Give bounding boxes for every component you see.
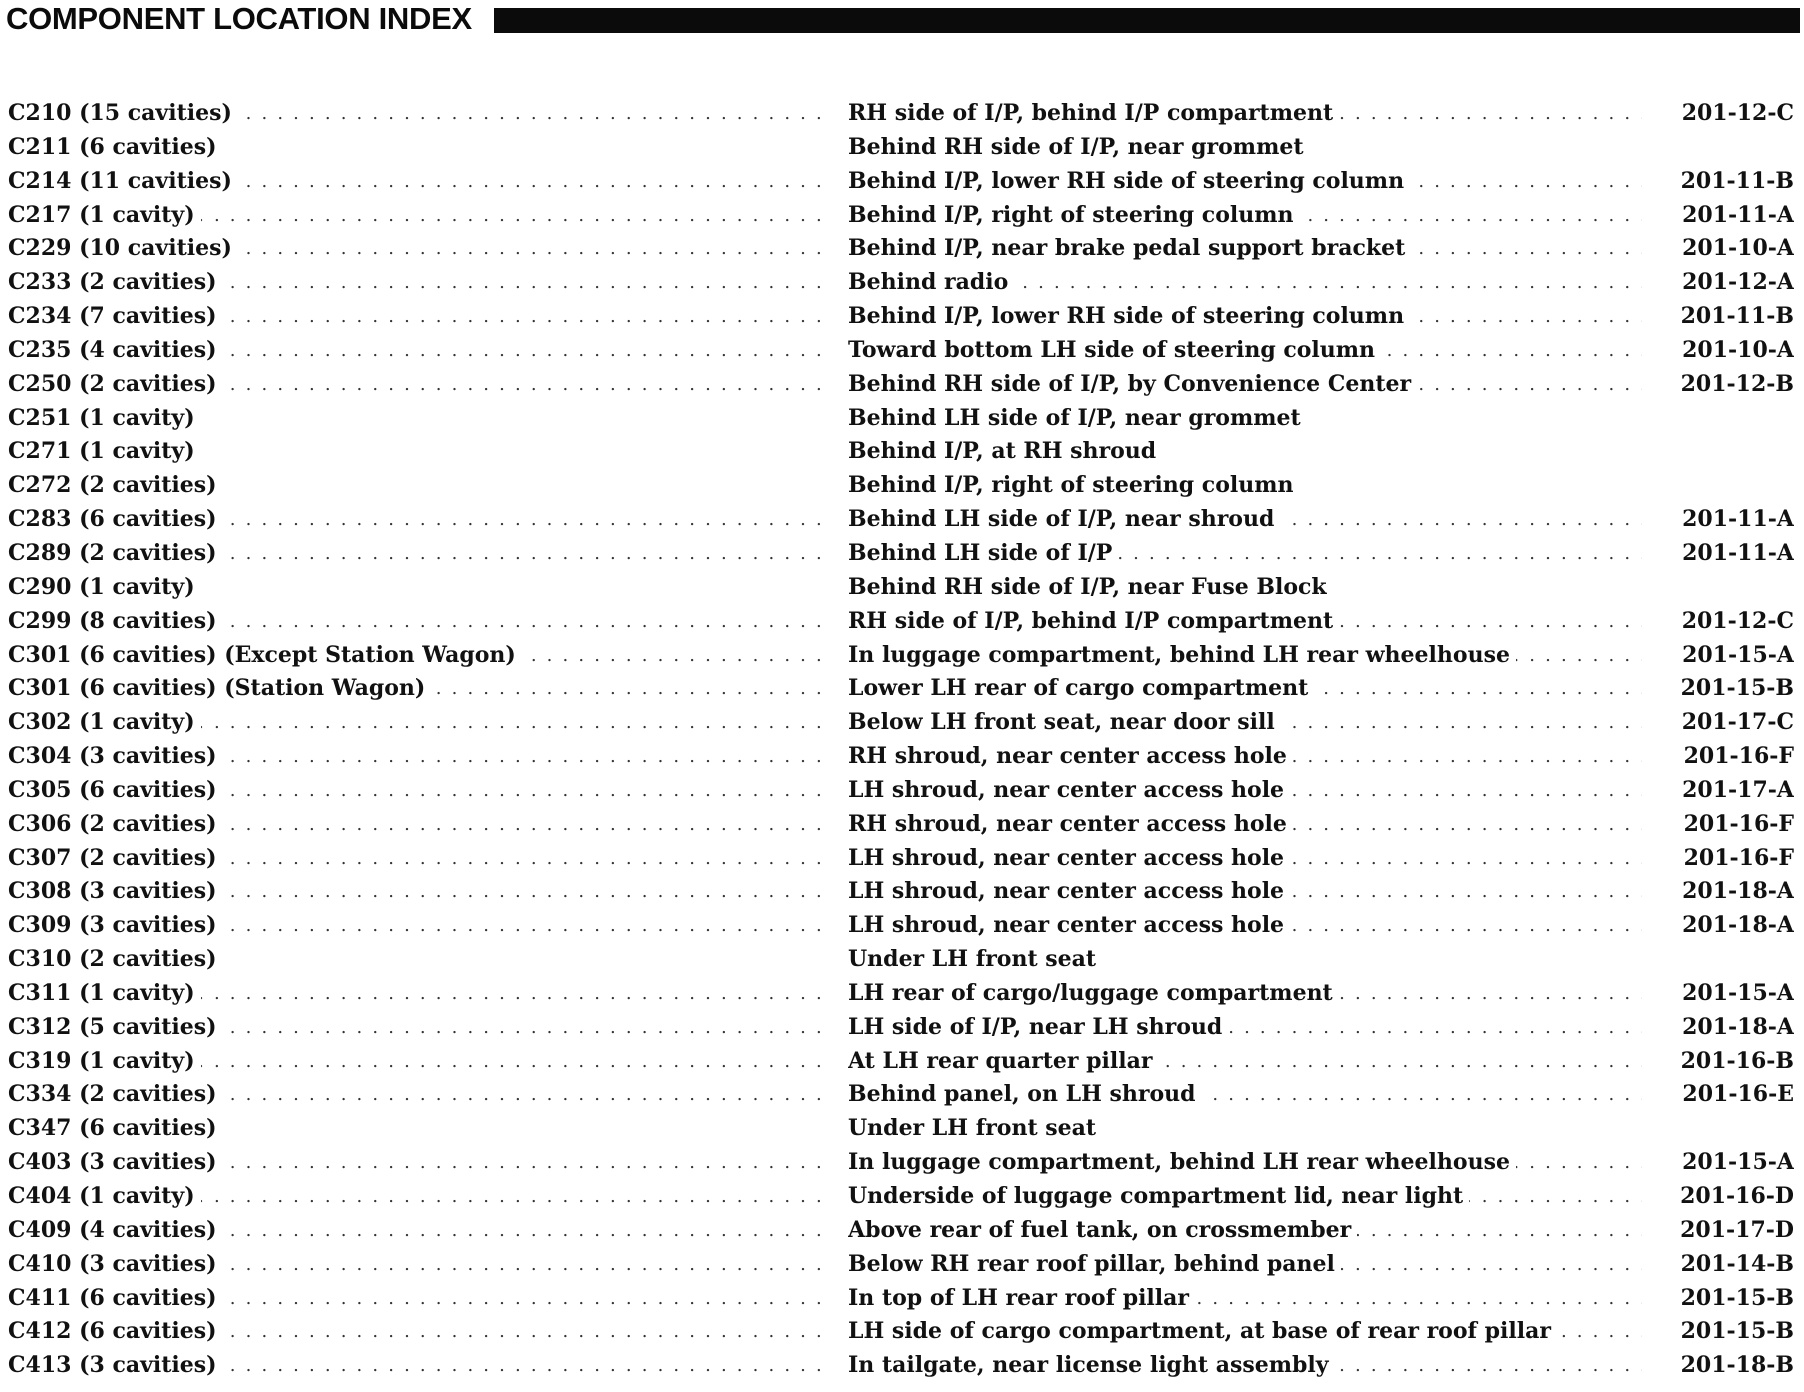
connector-label: C233 (2 cavities) <box>8 269 223 295</box>
location-label: Below RH rear roof pillar, behind panel <box>848 1251 1341 1277</box>
connector-cell <box>8 1112 828 1146</box>
table-row <box>8 503 1794 537</box>
page-reference: 201-15-B <box>1680 1284 1794 1311</box>
connector-label: C310 (2 cavities) <box>8 946 223 972</box>
location-cell <box>848 1248 1648 1282</box>
page-reference <box>1670 1112 1794 1146</box>
location-cell <box>848 740 1648 774</box>
page-reference: 201-11-A <box>1682 506 1794 533</box>
connector-label: C283 (6 cavities) <box>8 506 223 532</box>
page-reference: 201-15-A <box>1682 979 1794 1006</box>
table-row <box>8 943 1794 977</box>
connector-label: C312 (5 cavities) <box>8 1014 223 1040</box>
table-row <box>8 1282 1794 1316</box>
connector-label: C304 (3 cavities) <box>8 743 223 769</box>
location-cell <box>848 1214 1648 1248</box>
location-label: RH side of I/P, behind I/P compartment <box>848 608 1339 634</box>
table-row <box>8 672 1794 706</box>
location-label: RH shroud, near center access hole <box>848 743 1293 769</box>
connector-cell <box>8 1011 828 1045</box>
connector-label: C229 (10 cavities) <box>8 235 238 261</box>
location-cell <box>848 1315 1648 1349</box>
location-label: Behind I/P, right of steering column <box>848 472 1300 498</box>
connector-label: C308 (3 cavities) <box>8 878 223 904</box>
connector-label: C234 (7 cavities) <box>8 303 223 329</box>
connector-cell <box>8 639 828 673</box>
connector-label: C404 (1 cavity) <box>8 1183 201 1209</box>
page-reference: 201-16-F <box>1683 743 1794 770</box>
table-row <box>8 639 1794 673</box>
location-cell <box>848 875 1648 909</box>
connector-label: C302 (1 cavity) <box>8 709 201 735</box>
location-cell <box>848 1282 1648 1316</box>
connector-cell <box>8 571 828 605</box>
table-row <box>8 1248 1794 1282</box>
connector-label: C210 (15 cavities) <box>8 100 238 126</box>
location-cell <box>848 232 1648 266</box>
location-label: LH shroud, near center access hole <box>848 878 1290 904</box>
location-cell <box>848 266 1648 300</box>
connector-label: C413 (3 cavities) <box>8 1352 223 1378</box>
connector-label: C409 (4 cavities) <box>8 1217 223 1243</box>
page-reference <box>1670 435 1794 469</box>
page-reference <box>1670 469 1794 503</box>
location-label: Behind panel, on LH shroud <box>848 1081 1202 1107</box>
location-cell <box>848 97 1648 131</box>
location-cell <box>848 672 1648 706</box>
location-label: Behind RH side of I/P, by Convenience Center <box>848 371 1417 397</box>
connector-cell <box>8 605 828 639</box>
location-label: Underside of luggage compartment lid, near light <box>848 1183 1469 1209</box>
location-label: LH side of I/P, near LH shroud <box>848 1014 1228 1040</box>
location-cell <box>848 537 1648 571</box>
location-label: In top of LH rear roof pillar <box>848 1285 1195 1311</box>
connector-label: C319 (1 cavity) <box>8 1048 201 1074</box>
connector-cell <box>8 1146 828 1180</box>
page-reference: 201-11-A <box>1682 539 1794 566</box>
location-cell <box>848 165 1648 199</box>
connector-cell <box>8 672 828 706</box>
page-reference: 201-16-E <box>1682 1081 1794 1108</box>
page-reference: 201-17-A <box>1682 776 1794 803</box>
table-row <box>8 605 1794 639</box>
connector-cell <box>8 1248 828 1282</box>
connector-cell <box>8 943 828 977</box>
connector-label: C403 (3 cavities) <box>8 1149 223 1175</box>
location-cell <box>848 1146 1648 1180</box>
header-rule-bar <box>494 8 1800 33</box>
connector-label: C307 (2 cavities) <box>8 845 223 871</box>
page-reference: 201-18-A <box>1682 878 1794 905</box>
connector-label: C250 (2 cavities) <box>8 371 223 397</box>
location-cell <box>848 571 1648 605</box>
location-cell <box>848 1011 1648 1045</box>
connector-label: C306 (2 cavities) <box>8 811 223 837</box>
location-cell <box>848 334 1648 368</box>
table-row <box>8 537 1794 571</box>
connector-label: C214 (11 cavities) <box>8 168 238 194</box>
location-cell <box>848 842 1648 876</box>
connector-cell <box>8 402 828 436</box>
connector-cell <box>8 1282 828 1316</box>
location-cell <box>848 435 1648 469</box>
page-reference: 201-12-A <box>1682 269 1794 296</box>
location-label: Behind LH side of I/P <box>848 540 1118 566</box>
page-reference: 201-15-A <box>1682 641 1794 668</box>
location-label: In tailgate, near license light assembly <box>848 1352 1335 1378</box>
location-cell <box>848 977 1648 1011</box>
page-header <box>6 2 1800 36</box>
page-reference: 201-15-B <box>1680 675 1794 702</box>
connector-cell <box>8 1214 828 1248</box>
page-reference: 201-12-C <box>1681 100 1794 126</box>
page-reference: 201-16-D <box>1680 1183 1794 1209</box>
table-row <box>8 1112 1794 1146</box>
location-label: Above rear of fuel tank, on crossmember <box>848 1217 1357 1243</box>
page-reference: 201-10-A <box>1682 235 1794 262</box>
page-reference: 201-17-D <box>1680 1216 1794 1243</box>
connector-label: C412 (6 cavities) <box>8 1318 223 1344</box>
table-row <box>8 131 1794 165</box>
location-cell <box>848 774 1648 808</box>
connector-label: C217 (1 cavity) <box>8 202 201 228</box>
table-row <box>8 402 1794 436</box>
table-row <box>8 774 1794 808</box>
location-cell <box>848 131 1648 165</box>
location-label: Toward bottom LH side of steering column <box>848 337 1381 363</box>
table-row <box>8 740 1794 774</box>
page-reference: 201-18-A <box>1682 1013 1794 1040</box>
page-reference: 201-18-A <box>1682 912 1794 939</box>
connector-label: C299 (8 cavities) <box>8 608 223 634</box>
location-label: RH shroud, near center access hole <box>848 811 1293 837</box>
location-label: LH shroud, near center access hole <box>848 845 1290 871</box>
page-reference: 201-16-F <box>1683 810 1794 837</box>
location-label: Behind RH side of I/P, near grommet <box>848 134 1310 160</box>
connector-cell <box>8 334 828 368</box>
connector-cell <box>8 199 828 233</box>
component-index-table <box>8 97 1794 1383</box>
connector-label: C334 (2 cavities) <box>8 1081 223 1107</box>
connector-cell <box>8 97 828 131</box>
location-cell <box>848 808 1648 842</box>
page-reference: 201-16-F <box>1683 844 1794 871</box>
connector-cell <box>8 909 828 943</box>
page-reference <box>1670 943 1794 977</box>
table-row <box>8 368 1794 402</box>
connector-cell <box>8 537 828 571</box>
connector-label: C309 (3 cavities) <box>8 912 223 938</box>
page-reference: 201-11-B <box>1680 167 1794 194</box>
connector-label: C271 (1 cavity) <box>8 438 201 464</box>
location-cell <box>848 605 1648 639</box>
location-cell <box>848 503 1648 537</box>
connector-cell <box>8 1045 828 1079</box>
connector-label: C311 (1 cavity) <box>8 980 201 1006</box>
location-label: Below LH front seat, near door sill <box>848 709 1281 735</box>
table-row <box>8 875 1794 909</box>
table-row <box>8 977 1794 1011</box>
table-row <box>8 909 1794 943</box>
connector-cell <box>8 977 828 1011</box>
table-row <box>8 1349 1794 1383</box>
connector-cell <box>8 808 828 842</box>
location-label: LH shroud, near center access hole <box>848 777 1290 803</box>
connector-cell <box>8 1180 828 1214</box>
location-label: RH side of I/P, behind I/P compartment <box>848 100 1339 126</box>
table-row <box>8 165 1794 199</box>
connector-label: C235 (4 cavities) <box>8 337 223 363</box>
connector-cell <box>8 842 828 876</box>
location-cell <box>848 706 1648 740</box>
location-label: Behind I/P, lower RH side of steering column <box>848 168 1410 194</box>
connector-cell <box>8 1349 828 1383</box>
connector-label: C410 (3 cavities) <box>8 1251 223 1277</box>
connector-label: C211 (6 cavities) <box>8 134 223 160</box>
connector-cell <box>8 740 828 774</box>
page-reference: 201-14-B <box>1680 1250 1794 1277</box>
location-label: Behind LH side of I/P, near shroud <box>848 506 1280 532</box>
connector-label: C272 (2 cavities) <box>8 472 223 498</box>
location-cell <box>848 639 1648 673</box>
location-label: Behind I/P, at RH shroud <box>848 438 1162 464</box>
table-row <box>8 469 1794 503</box>
connector-cell <box>8 875 828 909</box>
location-label: Behind radio <box>848 269 1014 295</box>
table-row <box>8 435 1794 469</box>
location-label: In luggage compartment, behind LH rear wheelhouse <box>848 642 1516 668</box>
connector-cell <box>8 131 828 165</box>
page-reference: 201-11-A <box>1682 201 1794 228</box>
connector-label: C301 (6 cavities) (Except Station Wagon) <box>8 642 522 668</box>
page-reference <box>1670 402 1794 436</box>
table-row <box>8 1146 1794 1180</box>
page-reference: 201-15-A <box>1682 1149 1794 1176</box>
table-row <box>8 199 1794 233</box>
connector-cell <box>8 1315 828 1349</box>
connector-cell <box>8 232 828 266</box>
table-row <box>8 1045 1794 1079</box>
location-label: LH side of cargo compartment, at base of rear roof pillar <box>848 1318 1557 1344</box>
page-reference: 201-10-A <box>1682 336 1794 363</box>
table-row <box>8 1315 1794 1349</box>
location-label: Behind LH side of I/P, near grommet <box>848 405 1307 431</box>
connector-cell <box>8 1078 828 1112</box>
page-reference: 201-18-B <box>1680 1352 1794 1379</box>
page-reference <box>1670 571 1794 605</box>
connector-cell <box>8 469 828 503</box>
table-row <box>8 1180 1794 1214</box>
page-reference: 201-15-B <box>1680 1318 1794 1345</box>
location-label: LH rear of cargo/luggage compartment <box>848 980 1339 1006</box>
table-row <box>8 706 1794 740</box>
location-cell <box>848 300 1648 334</box>
connector-cell <box>8 300 828 334</box>
page-reference: 201-16-B <box>1680 1047 1794 1074</box>
location-cell <box>848 469 1648 503</box>
location-label: Behind I/P, right of steering column <box>848 202 1300 228</box>
page-reference: 201-11-B <box>1680 303 1794 330</box>
connector-label: C305 (6 cavities) <box>8 777 223 803</box>
table-row <box>8 97 1794 131</box>
table-row <box>8 334 1794 368</box>
page-reference: 201-12-C <box>1681 607 1794 634</box>
location-cell <box>848 402 1648 436</box>
connector-label: C289 (2 cavities) <box>8 540 223 566</box>
table-row <box>8 808 1794 842</box>
location-label: In luggage compartment, behind LH rear wheelhouse <box>848 1149 1516 1175</box>
location-cell <box>848 368 1648 402</box>
location-label: LH shroud, near center access hole <box>848 912 1290 938</box>
connector-label: C251 (1 cavity) <box>8 405 201 431</box>
location-cell <box>848 1180 1648 1214</box>
location-cell <box>848 199 1648 233</box>
location-label: Behind I/P, near brake pedal support bracket <box>848 235 1411 261</box>
page-reference: 201-17-C <box>1681 709 1794 736</box>
table-row <box>8 842 1794 876</box>
location-cell <box>848 909 1648 943</box>
connector-cell <box>8 368 828 402</box>
table-row <box>8 266 1794 300</box>
page-title: COMPONENT LOCATION INDEX <box>6 1 472 36</box>
connector-label: C347 (6 cavities) <box>8 1115 223 1141</box>
location-cell <box>848 1045 1648 1079</box>
connector-cell <box>8 165 828 199</box>
table-row <box>8 1214 1794 1248</box>
location-cell <box>848 1078 1648 1112</box>
connector-cell <box>8 706 828 740</box>
connector-cell <box>8 774 828 808</box>
table-row <box>8 232 1794 266</box>
table-row <box>8 1011 1794 1045</box>
page-reference <box>1670 131 1794 165</box>
location-label: Lower LH rear of cargo compartment <box>848 675 1314 701</box>
location-label: Behind I/P, lower RH side of steering column <box>848 303 1410 329</box>
connector-label: C301 (6 cavities) (Station Wagon) <box>8 675 431 701</box>
location-label: Under LH front seat <box>848 1115 1102 1141</box>
connector-cell <box>8 266 828 300</box>
connector-label: C290 (1 cavity) <box>8 574 201 600</box>
location-label: Under LH front seat <box>848 946 1102 972</box>
location-label: At LH rear quarter pillar <box>848 1048 1158 1074</box>
connector-label: C411 (6 cavities) <box>8 1285 223 1311</box>
page-reference: 201-12-B <box>1680 370 1794 397</box>
location-cell <box>848 1349 1648 1383</box>
connector-cell <box>8 503 828 537</box>
table-row <box>8 1078 1794 1112</box>
location-cell <box>848 943 1648 977</box>
table-row <box>8 571 1794 605</box>
location-label: Behind RH side of I/P, near Fuse Block <box>848 574 1333 600</box>
table-row <box>8 300 1794 334</box>
connector-cell <box>8 435 828 469</box>
location-cell <box>848 1112 1648 1146</box>
